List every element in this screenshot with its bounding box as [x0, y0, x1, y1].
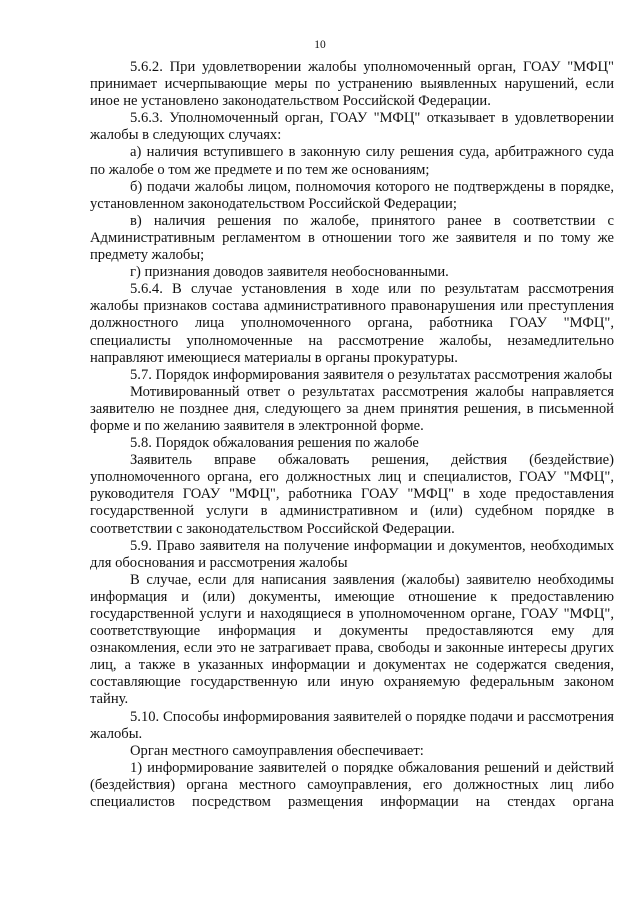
paragraph-5-7-heading: 5.7. Порядок информирования заявителя о результатах рассмотрения жалобы	[130, 366, 613, 383]
paragraph-5-6-2: 5.6.2. При удовлетворении жалобы уполномоченный орган, ГОАУ "МФЦ" принимает исчерпывающие меры по устранению выявленных нарушений, если иное не установлено законодательством Российской Федерации.	[90, 59, 614, 110]
paragraph-5-6-4: 5.6.4. В случае установления в ходе или по результатам рассмотрения жалобы признаков состава административного правонарушения или преступления должностного лица уполномоченного органа, работника ГОАУ "МФЦ", специалисты уполномоченные на рассмотрение жалобы, незамедлительно направляют имеющиеся материалы в органы прокуратуры.	[90, 281, 614, 366]
paragraph-item-v: в) наличия решения по жалобе, принятого ранее в соответствии с Административным регламентом в отношении того же заявителя и по тому же предмету жалобы;	[90, 212, 614, 264]
paragraph-item-b: б) подачи жалобы лицом, полномочия которого не подтверждены в порядке, установленном законодательством Российской Федерации;	[90, 178, 614, 212]
paragraph-item-g: г) признания доводов заявителя необоснованными.	[130, 264, 449, 281]
paragraph-5-8-body: Заявитель вправе обжаловать решения, действия (бездействие) уполномоченного органа, его должностных лиц и специалистов, ГОАУ "МФЦ", руководителя ГОАУ "МФЦ", работника ГОАУ "МФЦ" в ходе предоставления государственной услуги в административном и (или) судебном порядке в соответствии с законодательством Российской Федерации.	[90, 452, 614, 537]
paragraph-5-8-heading: 5.8. Порядок обжалования решения по жалобе	[130, 435, 419, 452]
paragraph-5-9-heading: 5.9. Право заявителя на получение информации и документов, необходимых для обоснования и рассмотрения жалобы	[90, 537, 614, 571]
paragraph-5-7-body: Мотивированный ответ о результатах рассмотрения жалобы направляется заявителю не позднее дня, следующего за днем принятия решения, в письменной форме и по желанию заявителя в электронной форме.	[90, 383, 614, 434]
paragraph-item-a: а) наличия вступившего в законную силу решения суда, арбитражного суда по жалобе о том же предмете и по тем же основаниям;	[90, 144, 614, 178]
paragraph-item-1: 1) информирование заявителей о порядке обжалования решений и действий (бездействия) органа местного самоуправления, его должностных лиц либо специалистов посредством размещения информации на стендах органа	[90, 759, 614, 811]
paragraph-5-6-3: 5.6.3. Уполномоченный орган, ГОАУ "МФЦ" отказывает в удовлетворении жалобы в следующих случаях:	[90, 110, 614, 144]
paragraph-local-government: Орган местного самоуправления обеспечивает:	[130, 742, 424, 759]
paragraph-5-9-body: В случае, если для написания заявления (жалобы) заявителю необходимы информация и (или) документы, имеющие отношение к предоставлению государственной услуги и находящиеся в уполномоченном органе, ГОАУ "МФЦ", соответствующие информация и документы предоставляются ему для ознакомления, если это не затрагивает права, свободы и законные интересы других лиц, а также в указанных информации и документах не содержатся сведения, составляющие государственную или иную охраняемую федеральным законом тайну.	[90, 571, 614, 708]
document-body	[90, 59, 614, 811]
paragraph-5-10-heading: 5.10. Способы информирования заявителей о порядке подачи и рассмотрения жалобы.	[90, 708, 614, 742]
page-number: 10	[314, 39, 326, 51]
